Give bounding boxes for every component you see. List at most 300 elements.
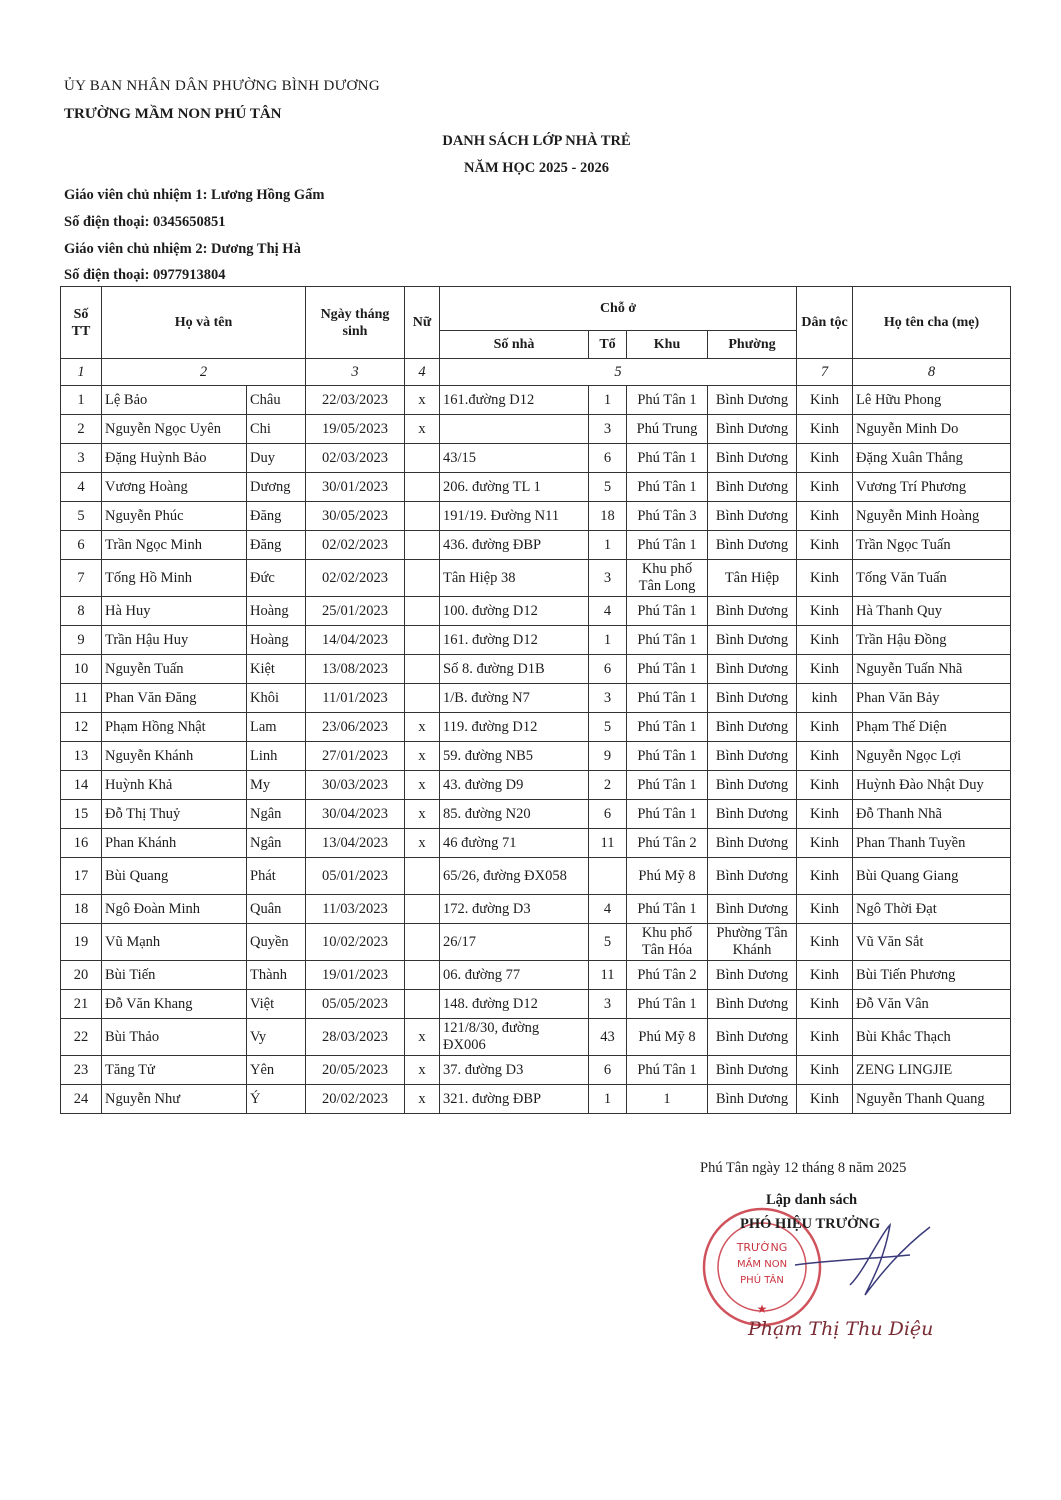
student-last-name: Phan Văn Đăng (102, 684, 247, 713)
student-last-name: Vương Hoàng (102, 473, 247, 502)
row-number: 3 (61, 444, 102, 473)
student-dob: 02/02/2023 (306, 560, 405, 597)
student-first-name: Yên (247, 1056, 306, 1085)
student-dob: 05/01/2023 (306, 858, 405, 895)
ethnicity: Kinh (797, 531, 853, 560)
house-number: 161. đường D12 (440, 626, 589, 655)
ward-name: Bình Dương (708, 771, 797, 800)
group-number: 5 (589, 924, 627, 961)
student-dob: 23/06/2023 (306, 713, 405, 742)
house-number: 191/19. Đường N11 (440, 502, 589, 531)
group-number: 11 (589, 829, 627, 858)
area-name: Phú Tân 1 (627, 655, 708, 684)
house-number: 436. đường ĐBP (440, 531, 589, 560)
ethnicity: Kinh (797, 473, 853, 502)
index-cell: 5 (440, 359, 797, 386)
row-number: 9 (61, 626, 102, 655)
student-first-name: Duy (247, 444, 306, 473)
area-name: Phú Tân 1 (627, 895, 708, 924)
female-mark (405, 990, 440, 1019)
ward-name: Bình Dương (708, 655, 797, 684)
parent-name: Nguyễn Ngọc Lợi (853, 742, 1011, 771)
teacher-2-phone-line (64, 267, 226, 284)
parent-name: Đỗ Văn Vân (853, 990, 1011, 1019)
row-number: 24 (61, 1085, 102, 1114)
group-number: 5 (589, 713, 627, 742)
parent-name: Nguyễn Tuấn Nhã (853, 655, 1011, 684)
ethnicity: Kinh (797, 829, 853, 858)
female-mark: x (405, 829, 440, 858)
house-number: 100. đường D12 (440, 597, 589, 626)
student-dob: 20/02/2023 (306, 1085, 405, 1114)
table-row (61, 742, 1011, 771)
class-list-table (60, 286, 1011, 1114)
student-dob: 02/02/2023 (306, 531, 405, 560)
student-dob: 30/05/2023 (306, 502, 405, 531)
index-cell: 8 (853, 359, 1011, 386)
table-row (61, 961, 1011, 990)
female-mark (405, 502, 440, 531)
student-last-name: Bùi Quang (102, 858, 247, 895)
ethnicity: Kinh (797, 386, 853, 415)
teacher-2-phone: 0977913804 (153, 267, 226, 283)
student-dob: 30/04/2023 (306, 800, 405, 829)
index-cell: 2 (102, 359, 306, 386)
ward-name: Bình Dương (708, 531, 797, 560)
student-first-name: Hoàng (247, 597, 306, 626)
female-mark (405, 444, 440, 473)
group-number: 9 (589, 742, 627, 771)
prepared-by: Lập danh sách (766, 1192, 858, 1208)
parent-name: Đỗ Thanh Nhã (853, 800, 1011, 829)
row-number: 4 (61, 473, 102, 502)
row-number: 21 (61, 990, 102, 1019)
student-dob: 28/03/2023 (306, 1019, 405, 1056)
student-first-name: Phát (247, 858, 306, 895)
student-dob: 05/05/2023 (306, 990, 405, 1019)
student-first-name: My (247, 771, 306, 800)
parent-name: Nguyễn Minh Hoàng (853, 502, 1011, 531)
student-last-name: Lệ Bảo (102, 386, 247, 415)
female-mark (405, 858, 440, 895)
female-mark: x (405, 415, 440, 444)
ethnicity: Kinh (797, 990, 853, 1019)
student-last-name: Nguyễn Tuấn (102, 655, 247, 684)
ward-name: Bình Dương (708, 990, 797, 1019)
student-first-name: Quân (247, 895, 306, 924)
ethnicity: Kinh (797, 961, 853, 990)
teacher-1-label: Giáo viên chủ nhiệm 1: (64, 187, 208, 203)
group-number: 1 (589, 626, 627, 655)
student-dob: 02/03/2023 (306, 444, 405, 473)
ethnicity: Kinh (797, 655, 853, 684)
group-number: 1 (589, 531, 627, 560)
index-cell: 4 (405, 359, 440, 386)
ward-name: Phường Tân Khánh (708, 924, 797, 961)
ward-name: Bình Dương (708, 1056, 797, 1085)
row-number: 6 (61, 531, 102, 560)
row-number: 18 (61, 895, 102, 924)
house-number: Tân Hiệp 38 (440, 560, 589, 597)
ethnicity: Kinh (797, 444, 853, 473)
parent-name: Hà Thanh Quy (853, 597, 1011, 626)
female-mark (405, 560, 440, 597)
student-dob: 10/02/2023 (306, 924, 405, 961)
signer-position: PHÓ HIỆU TRƯỞNG (740, 1216, 881, 1232)
ward-name: Bình Dương (708, 1085, 797, 1114)
student-dob: 13/08/2023 (306, 655, 405, 684)
group-number: 2 (589, 771, 627, 800)
female-mark: x (405, 713, 440, 742)
ward-name: Bình Dương (708, 386, 797, 415)
ward-name: Bình Dương (708, 1019, 797, 1056)
student-first-name: Hoàng (247, 626, 306, 655)
table-row (61, 626, 1011, 655)
parent-name: Ngô Thời Đạt (853, 895, 1011, 924)
school-name: TRƯỜNG MẦM NON PHÚ TÂN (64, 106, 282, 122)
area-name: Phú Tân 1 (627, 444, 708, 473)
group-number: 6 (589, 655, 627, 684)
ward-name: Bình Dương (708, 895, 797, 924)
ward-name: Bình Dương (708, 829, 797, 858)
area-name: Phú Tân 1 (627, 1056, 708, 1085)
ward-name: Bình Dương (708, 961, 797, 990)
house-number: 65/26, đường ĐX058 (440, 858, 589, 895)
parent-name: Vũ Văn Sắt (853, 924, 1011, 961)
header-dob: Ngày tháng sinh (306, 287, 405, 359)
area-name: Phú Tân 1 (627, 800, 708, 829)
group-number: 3 (589, 560, 627, 597)
ward-name: Bình Dương (708, 473, 797, 502)
teacher-1-phone-label: Số điện thoại: (64, 214, 150, 230)
teacher-1-phone-line (64, 214, 226, 231)
header-house: Số nhà (440, 331, 589, 359)
table-row (61, 386, 1011, 415)
ward-name: Bình Dương (708, 742, 797, 771)
parent-name: Trần Ngọc Tuấn (853, 531, 1011, 560)
ward-name: Bình Dương (708, 597, 797, 626)
row-number: 11 (61, 684, 102, 713)
table-row (61, 990, 1011, 1019)
student-last-name: Nguyễn Như (102, 1085, 247, 1114)
row-number: 23 (61, 1056, 102, 1085)
ethnicity: Kinh (797, 597, 853, 626)
ethnicity: Kinh (797, 626, 853, 655)
table-row (61, 684, 1011, 713)
parent-name: Bùi Quang Giang (853, 858, 1011, 895)
parent-name: ZENG LINGJIE (853, 1056, 1011, 1085)
teacher-1-name: Lương Hồng Gấm (211, 187, 325, 203)
female-mark (405, 597, 440, 626)
student-first-name: Ý (247, 1085, 306, 1114)
group-number: 4 (589, 597, 627, 626)
row-number: 1 (61, 386, 102, 415)
group-number: 6 (589, 444, 627, 473)
parent-name: Vương Trí Phương (853, 473, 1011, 502)
group-number: 1 (589, 1085, 627, 1114)
student-first-name: Kiệt (247, 655, 306, 684)
student-first-name: Đức (247, 560, 306, 597)
ward-name: Bình Dương (708, 444, 797, 473)
student-dob: 20/05/2023 (306, 1056, 405, 1085)
teacher-1-line (64, 187, 324, 204)
house-number: 161.đường D12 (440, 386, 589, 415)
table-row (61, 473, 1011, 502)
student-first-name: Đăng (247, 502, 306, 531)
area-name: Phú Tân 1 (627, 473, 708, 502)
header-area: Khu (627, 331, 708, 359)
student-last-name: Nguyễn Khánh (102, 742, 247, 771)
group-number: 5 (589, 473, 627, 502)
area-name: Phú Tân 1 (627, 990, 708, 1019)
table-row (61, 1019, 1011, 1056)
house-number: Số 8. đường D1B (440, 655, 589, 684)
ward-name: Bình Dương (708, 684, 797, 713)
ward-name: Bình Dương (708, 415, 797, 444)
group-number: 6 (589, 1056, 627, 1085)
group-number: 4 (589, 895, 627, 924)
house-number: 43/15 (440, 444, 589, 473)
table-row (61, 800, 1011, 829)
group-number: 6 (589, 800, 627, 829)
student-dob: 11/01/2023 (306, 684, 405, 713)
ethnicity: Kinh (797, 858, 853, 895)
female-mark (405, 924, 440, 961)
row-number: 20 (61, 961, 102, 990)
house-number: 148. đường D12 (440, 990, 589, 1019)
student-last-name: Trần Ngọc Minh (102, 531, 247, 560)
ethnicity: Kinh (797, 415, 853, 444)
female-mark (405, 531, 440, 560)
house-number: 321. đường ĐBP (440, 1085, 589, 1114)
area-name: Phú Tân 1 (627, 531, 708, 560)
table-row (61, 531, 1011, 560)
row-number: 19 (61, 924, 102, 961)
document-title: DANH SÁCH LỚP NHÀ TRẺ (442, 133, 631, 149)
area-name: Phú Tân 2 (627, 829, 708, 858)
female-mark: x (405, 800, 440, 829)
row-number: 13 (61, 742, 102, 771)
index-cell: 1 (61, 359, 102, 386)
teacher-2-phone-label: Số điện thoại: (64, 267, 150, 283)
teacher-1-phone: 0345650851 (153, 214, 226, 230)
student-last-name: Tống Hồ Minh (102, 560, 247, 597)
row-number: 12 (61, 713, 102, 742)
header-group: Tổ (589, 331, 627, 359)
student-first-name: Chi (247, 415, 306, 444)
ward-name: Bình Dương (708, 800, 797, 829)
student-last-name: Hà Huy (102, 597, 247, 626)
student-first-name: Dương (247, 473, 306, 502)
student-first-name: Vy (247, 1019, 306, 1056)
house-number: 206. đường TL 1 (440, 473, 589, 502)
student-first-name: Lam (247, 713, 306, 742)
area-name: Khu phố Tân Long (627, 560, 708, 597)
student-last-name: Tăng Tử (102, 1056, 247, 1085)
house-number: 59. đường NB5 (440, 742, 589, 771)
group-number: 11 (589, 961, 627, 990)
group-number: 3 (589, 415, 627, 444)
ethnicity: Kinh (797, 1019, 853, 1056)
student-first-name: Quyền (247, 924, 306, 961)
table-row (61, 560, 1011, 597)
student-first-name: Khôi (247, 684, 306, 713)
parent-name: Phạm Thế Diện (853, 713, 1011, 742)
group-number: 3 (589, 684, 627, 713)
row-number: 14 (61, 771, 102, 800)
area-name: Phú Tân 1 (627, 597, 708, 626)
student-last-name: Đặng Huỳnh Bảo (102, 444, 247, 473)
ward-name: Bình Dương (708, 502, 797, 531)
teacher-2-line (64, 241, 301, 258)
female-mark: x (405, 1019, 440, 1056)
student-first-name: Linh (247, 742, 306, 771)
school-year: NĂM HỌC 2025 - 2026 (464, 160, 609, 176)
student-last-name: Vũ Mạnh (102, 924, 247, 961)
table-row (61, 1085, 1011, 1114)
house-number: 46 đường 71 (440, 829, 589, 858)
house-number: 121/8/30, đường ĐX006 (440, 1019, 589, 1056)
house-number: 172. đường D3 (440, 895, 589, 924)
ethnicity: kinh (797, 684, 853, 713)
header-residence: Chỗ ở (440, 287, 797, 331)
student-last-name: Nguyễn Phúc (102, 502, 247, 531)
header-ethnic: Dân tộc (797, 287, 853, 359)
student-dob: 30/03/2023 (306, 771, 405, 800)
parent-name: Lê Hữu Phong (853, 386, 1011, 415)
ethnicity: Kinh (797, 560, 853, 597)
group-number: 43 (589, 1019, 627, 1056)
parent-name: Nguyễn Thanh Quang (853, 1085, 1011, 1114)
house-number: 1/B. đường N7 (440, 684, 589, 713)
house-number: 43. đường D9 (440, 771, 589, 800)
student-dob: 27/01/2023 (306, 742, 405, 771)
row-number: 5 (61, 502, 102, 531)
student-last-name: Ngô Đoàn Minh (102, 895, 247, 924)
ethnicity: Kinh (797, 742, 853, 771)
svg-text:TRƯỜNG: TRƯỜNG (736, 1241, 788, 1254)
female-mark (405, 473, 440, 502)
table-row (61, 829, 1011, 858)
svg-text:★: ★ (756, 1302, 768, 1316)
teacher-2-label: Giáo viên chủ nhiệm 2: (64, 241, 208, 257)
table-row (61, 895, 1011, 924)
ward-name: Bình Dương (708, 713, 797, 742)
ethnicity: Kinh (797, 924, 853, 961)
table-row (61, 924, 1011, 961)
area-name: Phú Tân 3 (627, 502, 708, 531)
house-number: 119. đường D12 (440, 713, 589, 742)
ethnicity: Kinh (797, 771, 853, 800)
row-number: 17 (61, 858, 102, 895)
house-number: 06. đường 77 (440, 961, 589, 990)
group-number: 3 (589, 990, 627, 1019)
row-number: 22 (61, 1019, 102, 1056)
signer-name: Phạm Thị Thu Diệu (748, 1318, 934, 1340)
handwritten-signature-icon (790, 1215, 940, 1305)
area-name: Phú Tân 1 (627, 771, 708, 800)
parent-name: Đặng Xuân Thắng (853, 444, 1011, 473)
parent-name: Huỳnh Đào Nhật Duy (853, 771, 1011, 800)
student-last-name: Bùi Thảo (102, 1019, 247, 1056)
parent-name: Phan Văn Bảy (853, 684, 1011, 713)
female-mark (405, 961, 440, 990)
female-mark (405, 895, 440, 924)
table-row (61, 858, 1011, 895)
student-dob: 22/03/2023 (306, 386, 405, 415)
index-cell: 7 (797, 359, 853, 386)
house-number: 85. đường N20 (440, 800, 589, 829)
female-mark (405, 655, 440, 684)
agency-name: ỦY BAN NHÂN DÂN PHƯỜNG BÌNH DƯƠNG (64, 78, 380, 94)
table-row (61, 415, 1011, 444)
table-row (61, 771, 1011, 800)
area-name: Phú Tân 1 (627, 684, 708, 713)
parent-name: Bùi Tiến Phương (853, 961, 1011, 990)
student-first-name: Châu (247, 386, 306, 415)
parent-name: Phan Thanh Tuyền (853, 829, 1011, 858)
area-name: Phú Tân 1 (627, 742, 708, 771)
student-last-name: Nguyễn Ngọc Uyên (102, 415, 247, 444)
female-mark (405, 626, 440, 655)
ward-name: Tân Hiệp (708, 560, 797, 597)
table-row (61, 444, 1011, 473)
area-name: Phú Tân 2 (627, 961, 708, 990)
student-last-name: Phạm Hồng Nhật (102, 713, 247, 742)
student-first-name: Thành (247, 961, 306, 990)
table-row (61, 655, 1011, 684)
row-number: 2 (61, 415, 102, 444)
ethnicity: Kinh (797, 713, 853, 742)
student-last-name: Huỳnh Khả (102, 771, 247, 800)
student-dob: 25/01/2023 (306, 597, 405, 626)
student-last-name: Trần Hậu Huy (102, 626, 247, 655)
area-name: Khu phố Tân Hóa (627, 924, 708, 961)
svg-text:MẦM NON: MẦM NON (736, 1259, 788, 1270)
row-number: 7 (61, 560, 102, 597)
student-dob: 13/04/2023 (306, 829, 405, 858)
header-name: Họ và tên (102, 287, 306, 359)
ward-name: Bình Dương (708, 626, 797, 655)
female-mark: x (405, 386, 440, 415)
area-name: Phú Trung (627, 415, 708, 444)
table-row (61, 597, 1011, 626)
student-last-name: Bùi Tiến (102, 961, 247, 990)
row-number: 8 (61, 597, 102, 626)
header-parent: Họ tên cha (mẹ) (853, 287, 1011, 359)
female-mark: x (405, 1085, 440, 1114)
student-first-name: Đăng (247, 531, 306, 560)
student-dob: 19/05/2023 (306, 415, 405, 444)
ethnicity: Kinh (797, 502, 853, 531)
student-dob: 11/03/2023 (306, 895, 405, 924)
svg-text:PHÚ TÂN: PHÚ TÂN (740, 1275, 784, 1286)
student-last-name: Phan Khánh (102, 829, 247, 858)
female-mark (405, 684, 440, 713)
header-ward: Phường (708, 331, 797, 359)
ward-name: Bình Dương (708, 858, 797, 895)
student-first-name: Ngân (247, 800, 306, 829)
ethnicity: Kinh (797, 895, 853, 924)
student-dob: 30/01/2023 (306, 473, 405, 502)
student-dob: 14/04/2023 (306, 626, 405, 655)
parent-name: Bùi Khắc Thạch (853, 1019, 1011, 1056)
ethnicity: Kinh (797, 1056, 853, 1085)
row-number: 10 (61, 655, 102, 684)
ethnicity: Kinh (797, 800, 853, 829)
area-name: Phú Mỹ 8 (627, 1019, 708, 1056)
area-name: Phú Tân 1 (627, 713, 708, 742)
